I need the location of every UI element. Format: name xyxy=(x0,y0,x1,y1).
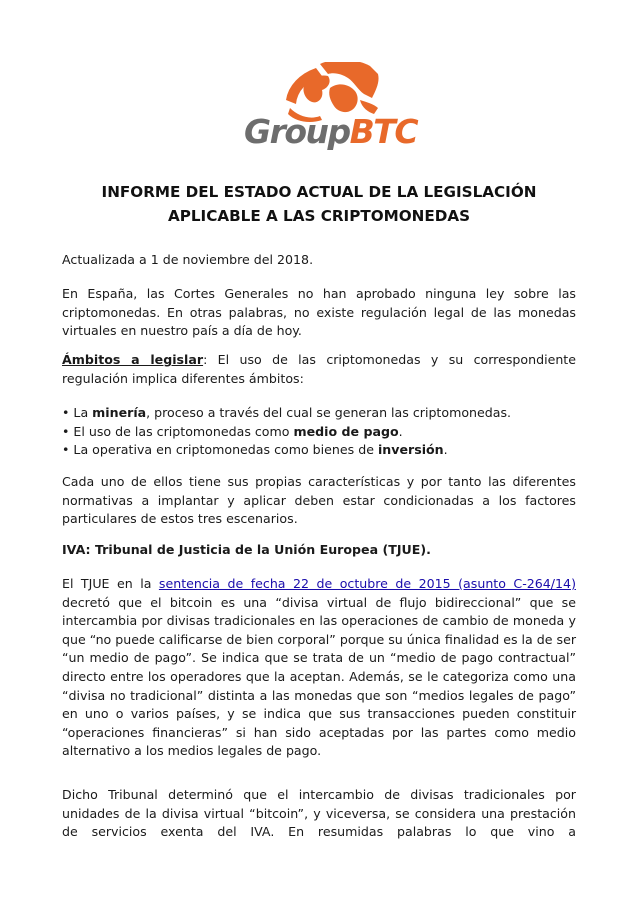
list-item xyxy=(62,423,576,442)
bullet-post: . xyxy=(398,423,403,439)
bullet-list xyxy=(62,404,576,460)
bullet-bold: medio de pago xyxy=(293,423,399,439)
bullet-pre: • La xyxy=(62,405,93,420)
bullet-pre: • La operativa en criptomonedas como bienes de xyxy=(62,442,378,458)
ambitos-text: : El uso de las criptomonedas y su correspondiente regulación implica diferentes ámbitos: xyxy=(62,352,576,386)
ambitos-label: Ámbitos a legislar xyxy=(62,352,204,367)
sentencia-link[interactable]: sentencia de fecha 22 de octubre de 2015 (asunto C-264/14) xyxy=(158,576,576,591)
groupbtc-logo xyxy=(244,62,418,154)
bullet-post: . xyxy=(443,442,448,458)
bullet-bold: minería xyxy=(92,405,147,420)
logo-wordmark xyxy=(244,112,418,151)
title-line-2: APLICABLE A LAS CRIPTOMONEDAS xyxy=(167,207,471,225)
bullet-post: , proceso a través del cual se generan las criptomonedas. xyxy=(146,405,512,420)
tjue-post: decretó que el bitcoin es una “divisa virtual de flujo bidireccional” que se intercambia por divisas tradicionales en las operaciones de cambio de moneda y que “no puede calificarse de bien corporal” porque su única finalidad es la de ser “un medio de pago”. Se indica que se trata de un “medio de pago contractual” directo entre los operadores que la aceptan. Además, se le categoriza como una “divisa no tradicional” distinta a las monedas que son “medios legales de pago” en uno o varios países, y se indica que sus transacciones pueden constituir “operaciones financieras” si han sido aceptadas por las partes como medio alternativo a los medios legales de pago. xyxy=(62,594,576,759)
bullet-bold: inversión xyxy=(377,442,444,458)
iva-heading: IVA: Tribunal de Justicia de la Unión Europea (TJUE). xyxy=(62,542,431,557)
cada-uno-paragraph: Cada uno de ellos tiene sus propias características y por tanto las diferentes normativas a implantar y aplicar deben estar condicionadas a los factores particulares de estos tres escenarios. xyxy=(62,474,576,527)
tjue-pre: El TJUE en la xyxy=(62,576,159,591)
list-item xyxy=(62,441,576,460)
logo-btc-text: BTC xyxy=(349,112,418,151)
dicho-paragraph: Dicho Tribunal determinó que el intercambio de divisas tradicionales por unidades de la divisa virtual “bitcoin”, y viceversa, se considera una prestación de servicios exenta del IVA. En resumidas palabras lo que vino a xyxy=(62,787,576,840)
tjue-paragraph xyxy=(62,575,576,761)
title-line-1: INFORME DEL ESTADO ACTUAL DE LA LEGISLACIÓN xyxy=(101,183,537,201)
intro-paragraph: En España, las Cortes Generales no han aprobado ninguna ley sobre las criptomonedas. En otras palabras, no existe regulación legal de las monedas virtuales en nuestro país a día de hoy. xyxy=(62,286,576,339)
page-title xyxy=(62,180,576,228)
bullet-pre: • El uso de las criptomonedas como xyxy=(62,423,294,439)
updated-date: Actualizada a 1 de noviembre del 2018. xyxy=(62,252,314,267)
list-item xyxy=(62,404,576,423)
ambitos-paragraph xyxy=(62,351,576,388)
logo-group-text: Group xyxy=(244,112,350,151)
